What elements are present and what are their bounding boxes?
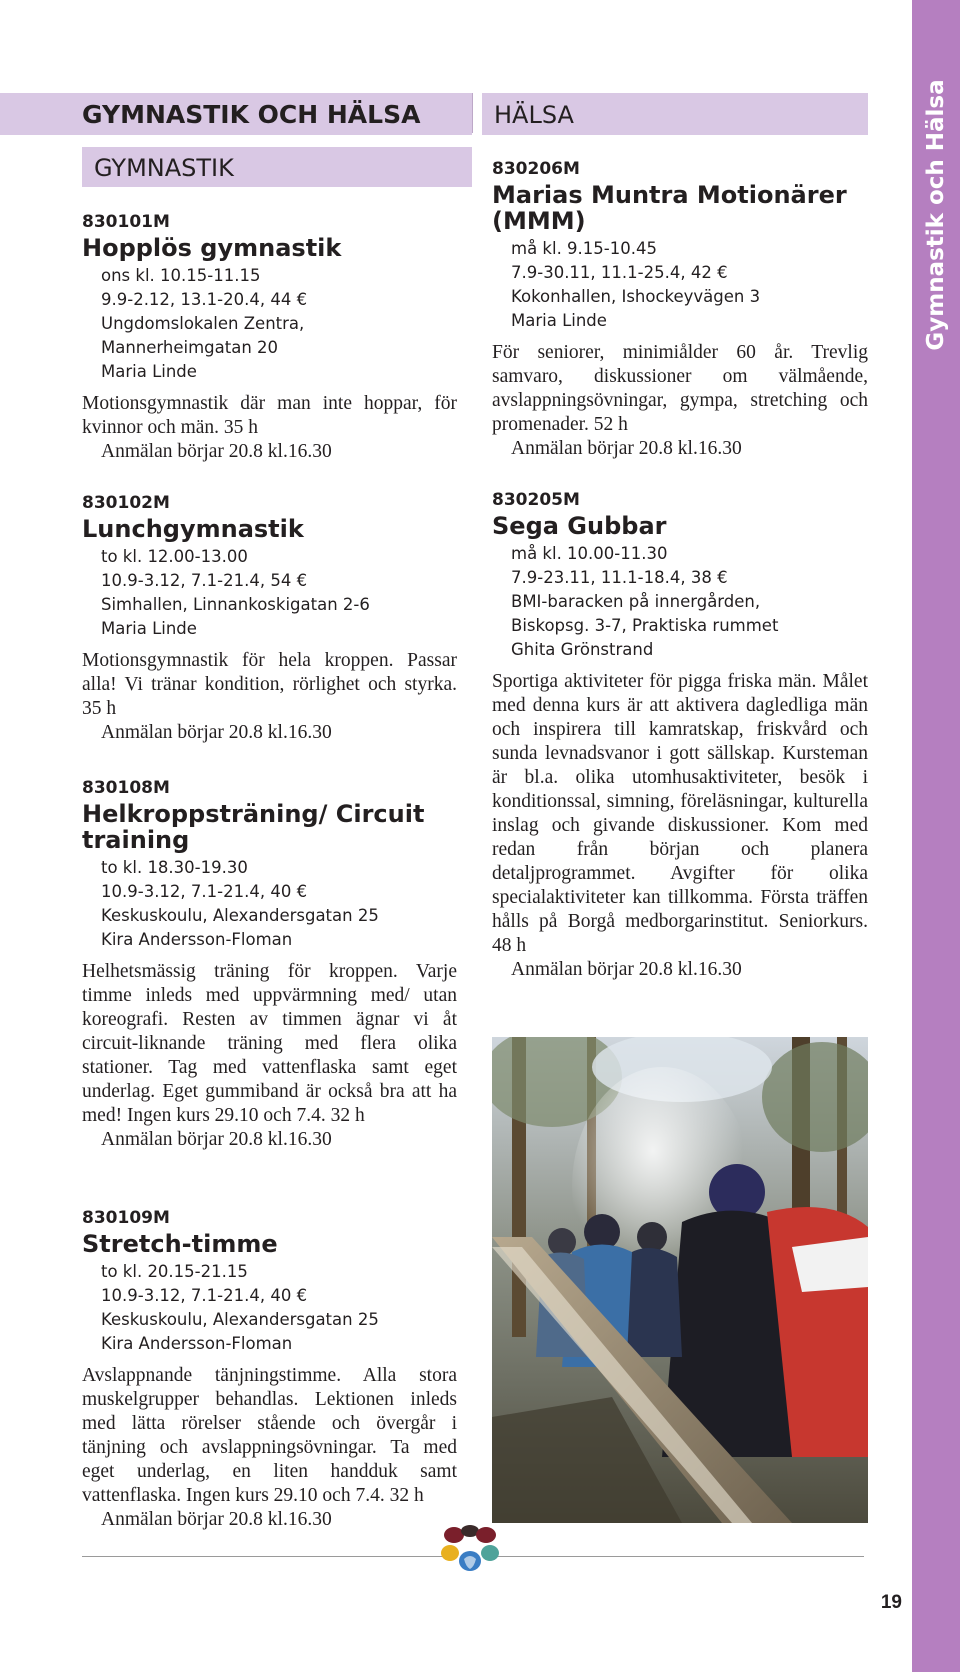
course-830108M: [82, 777, 457, 1152]
column-divider: [472, 93, 473, 133]
course-time: to kl. 20.15-21.15: [101, 1262, 248, 1281]
course-teacher: Maria Linde: [101, 362, 197, 381]
course-dates-price: 10.9-3.12, 7.1-21.4, 40 €: [101, 882, 308, 901]
course-830205M: [492, 489, 868, 982]
course-meta: [82, 264, 457, 384]
course-code: 830205M: [492, 490, 580, 510]
course-830206M: [492, 158, 868, 461]
course-location: Keskuskoulu, Alexandersgatan 25: [101, 906, 379, 925]
course-registration: Anmälan börjar 20.8 kl.16.30: [101, 1509, 332, 1530]
course-title: Helkroppsträning/ Circuit training: [82, 800, 425, 854]
course-location: Keskuskoulu, Alexandersgatan 25: [101, 1310, 379, 1329]
course-time: to kl. 18.30-19.30: [101, 858, 248, 877]
course-registration: Anmälan börjar 20.8 kl.16.30: [101, 441, 332, 462]
course-code: 830109M: [82, 1208, 170, 1228]
side-tab-label: Gymnastik och Hälsa: [923, 79, 949, 351]
course-address: Mannerheimgatan 20: [101, 338, 279, 357]
course-830109M: [82, 1207, 457, 1532]
course-meta: [492, 542, 868, 662]
course-title: Marias Muntra Motionärer (MMM): [492, 181, 847, 235]
course-dates-price: 7.9-30.11, 11.1-25.4, 42 €: [511, 263, 728, 282]
course-address: Biskopsg. 3-7, Praktiska rummet: [511, 616, 779, 635]
course-code: 830206M: [492, 159, 580, 179]
course-time: ons kl. 10.15-11.15: [101, 266, 261, 285]
course-meta: [82, 856, 457, 952]
course-registration: Anmälan börjar 20.8 kl.16.30: [511, 959, 742, 980]
course-dates-price: 7.9-23.11, 11.1-18.4, 38 €: [511, 568, 728, 587]
course-location: Kokonhallen, Ishockeyvägen 3: [511, 287, 761, 306]
course-registration: Anmälan börjar 20.8 kl.16.30: [511, 438, 742, 459]
course-teacher: Kira Andersson-Floman: [101, 1334, 293, 1353]
course-location: Ungdomslokalen Zentra,: [101, 314, 305, 333]
course-teacher: Maria Linde: [511, 311, 607, 330]
course-meta: [492, 237, 868, 333]
course-time: to kl. 12.00-13.00: [101, 547, 248, 566]
section-header-gymnastik-och-halsa: GYMNASTIK OCH HÄLSA: [0, 93, 472, 135]
course-description: Helhetsmässig träning för kroppen. Varje timme inleds med uppvärmning med/ utan koreografi. Resten av timmen ägnar vi åt circuit-liknande träning med flera olika stationer. Tag med vattenflaska samt eget underlag. Eget gummiband är också bra att ha med! Ingen kurs 29.10 och 7.4. 32 h: [82, 961, 457, 1126]
course-title: Stretch-timme: [82, 1230, 278, 1258]
course-registration: Anmälan börjar 20.8 kl.16.30: [101, 722, 332, 743]
course-meta: [82, 1260, 457, 1356]
course-description: Motionsgymnastik där man inte hoppar, för kvinnor och män. 35 h: [82, 393, 457, 438]
subsection-header-gymnastik: GYMNASTIK: [82, 147, 472, 187]
course-teacher: Maria Linde: [101, 619, 197, 638]
course-description: För seniorer, minimiålder 60 år. Trevlig samvaro, diskussioner om välmående, avslappningsövningar, gympa, stretching och promenader. 52 h: [492, 342, 868, 435]
course-location: Simhallen, Linnankoskigatan 2-6: [101, 595, 370, 614]
course-description: Motionsgymnastik för hela kroppen. Passar alla! Vi tränar kondition, rörlighet och styrka. 35 h: [82, 650, 457, 719]
course-description: Avslappnande tänjningstimme. Alla stora muskelgrupper behandlas. Lektionen inleds med lätta rörelser stående och övergår i tänjning och avslappningsövningar. Ta med eget underlag, en liten handduk samt vattenflaska. Ingen kurs 29.10 och 7.4. 32 h: [82, 1365, 457, 1506]
winter-walk-photo: [492, 1037, 868, 1523]
course-location: BMI-baracken på innergården,: [511, 592, 761, 611]
course-time: må kl. 9.15-10.45: [511, 239, 657, 258]
course-teacher: Ghita Grönstrand: [511, 640, 654, 659]
course-time: må kl. 10.00-11.30: [511, 544, 668, 563]
institute-logo-icon: [440, 1525, 500, 1589]
course-830101M: [82, 211, 457, 464]
course-description: Sportiga aktiviteter för pigga friska män. Målet med denna kurs är att aktivera dagledliga män och inspirera till kamratskap, friskvård och sunda levnadsvanor i gott sällskap. Kursteman är bl.a. olika utomhusaktiviteter, besök i konditionssal, simning, föreläsningar, kulturella inslag och givande diskussioner. Kom med redan från början och planera detaljprogrammet. Avgifter för olika specialaktiviteter kan tillkomma. Första träffen hålls på Borgå medborgarinstitut. Seniorkurs. 48 h: [492, 671, 868, 956]
course-title: Lunchgymnastik: [82, 515, 304, 543]
course-meta: [82, 545, 457, 641]
course-registration: Anmälan börjar 20.8 kl.16.30: [101, 1129, 332, 1150]
section-header-halsa: HÄLSA: [482, 93, 868, 135]
course-teacher: Kira Andersson-Floman: [101, 930, 293, 949]
course-dates-price: 10.9-3.12, 7.1-21.4, 40 €: [101, 1286, 308, 1305]
page-number: 19: [880, 1592, 902, 1613]
course-code: 830101M: [82, 212, 170, 232]
course-code: 830108M: [82, 778, 170, 798]
course-title: Hopplös gymnastik: [82, 234, 342, 262]
course-title: Sega Gubbar: [492, 512, 667, 540]
course-830102M: [82, 492, 457, 745]
course-dates-price: 9.9-2.12, 13.1-20.4, 44 €: [101, 290, 308, 309]
course-code: 830102M: [82, 493, 170, 513]
course-dates-price: 10.9-3.12, 7.1-21.4, 54 €: [101, 571, 308, 590]
